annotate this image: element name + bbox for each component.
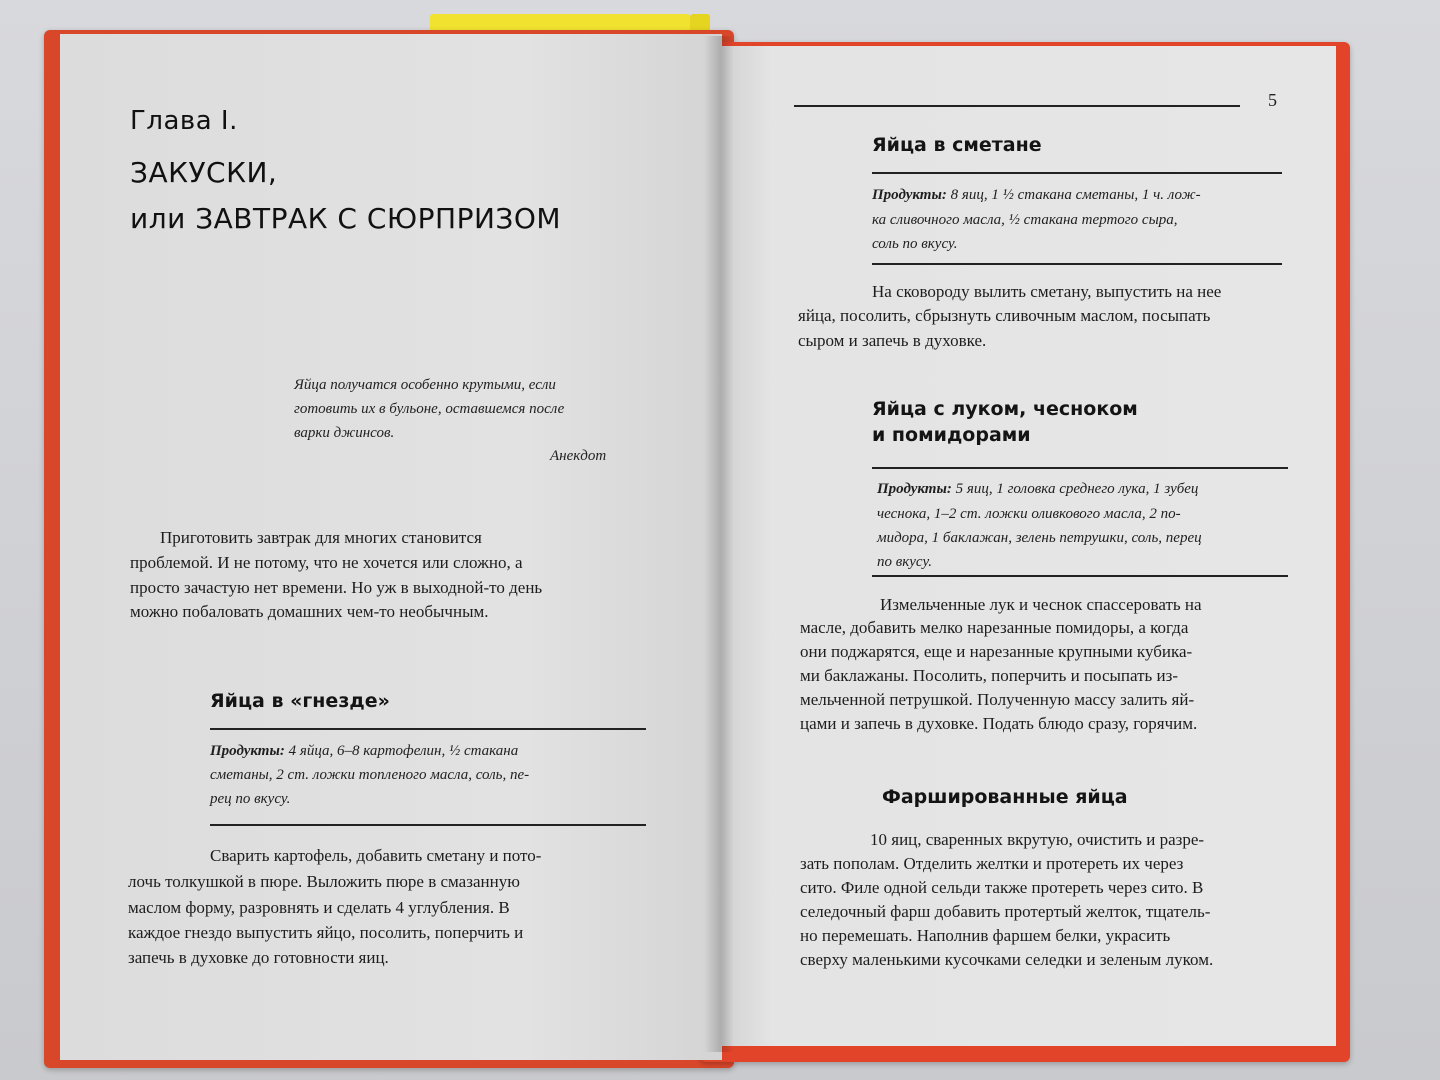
intro-line: проблемой. И не потому, что не хочется или сложно, а [130, 553, 523, 572]
method-line: цами и запечь в духовке. Подать блюдо сразу, горячим. [800, 714, 1198, 733]
header-rule [794, 105, 1240, 107]
method-line: они поджарятся, еще и нарезанные крупными кубика- [800, 642, 1193, 661]
intro-line: просто зачастую нет времени. Но уж в выходной-то день [130, 578, 543, 597]
rule-bottom [210, 824, 646, 826]
method-line: сыром и запечь в духовке. [798, 331, 987, 350]
method-line: На сковороду вылить сметану, выпустить на нее [872, 282, 1222, 301]
rule-top [872, 467, 1288, 469]
recipe-title: Фаршированные яйца [882, 786, 1128, 808]
ingredients-line: рец по вкусу. [210, 791, 291, 807]
method-line: мельченной петрушкой. Полученную массу залить яй- [800, 690, 1195, 709]
ingredients-line: соль по вкусу. [872, 236, 958, 252]
epigraph-line: готовить их в бульоне, оставшемся после [294, 401, 565, 417]
left-page [60, 34, 722, 1060]
method-line: сверху маленькими кусочками селедки и зеленым луком. [800, 950, 1214, 969]
chapter-title-line1: ЗАКУСКИ, [130, 156, 278, 189]
ingredients-line: мидора, 1 баклажан, зелень петрушки, соль, перец [877, 530, 1202, 546]
chapter-title-line2: или ЗАВТРАК С СЮРПРИЗОМ [130, 202, 562, 235]
page-number: 5 [1268, 90, 1277, 110]
method-line: ми баклажаны. Посолить, поперчить и посыпать из- [800, 666, 1179, 685]
rule-top [210, 728, 646, 730]
method-line: Сварить картофель, добавить сметану и пото- [210, 846, 542, 865]
recipe-title: Яйца с луком, чесноком [872, 398, 1138, 420]
recipe-title: Яйца в «гнезде» [210, 690, 390, 712]
ingredients-line: Продукты: 8 яиц, 1 ½ стакана сметаны, 1 ч. лож- [872, 187, 1201, 203]
method-line: селедочный фарш добавить протертый желток, тщатель- [800, 902, 1211, 921]
rule-bottom [872, 263, 1282, 265]
intro-line: можно побаловать домашних чем-то необычным. [130, 602, 489, 621]
book-spine [704, 36, 734, 1052]
recipe-title: Яйца в сметане [872, 134, 1042, 156]
epigraph-source: Анекдот [550, 448, 607, 464]
ingredients-line: сметаны, 2 ст. ложки топленого масла, соль, пе- [210, 767, 530, 783]
rule-top [872, 172, 1282, 174]
method-line: лочь толкушкой в пюре. Выложить пюре в смазанную [128, 872, 520, 891]
method-line: масле, добавить мелко нарезанные помидоры, а когда [800, 618, 1189, 637]
method-line: сито. Филе одной сельди также протереть через сито. В [800, 878, 1204, 897]
method-line: Измельченные лук и чеснок спассеровать на [880, 595, 1202, 614]
method-line: запечь в духовке до готовности яиц. [128, 948, 389, 967]
method-line: 10 яиц, сваренных вкрутую, очистить и разре- [870, 830, 1205, 849]
recipe-title: и помидорами [872, 424, 1031, 446]
method-line: но перемешать. Наполнив фаршем белки, украсить [800, 926, 1171, 945]
method-line: каждое гнездо выпустить яйцо, посолить, поперчить и [128, 923, 524, 942]
intro-line: Приготовить завтрак для многих становится [160, 528, 482, 547]
method-line: яйца, посолить, сбрызнуть сливочным маслом, посыпать [798, 306, 1211, 325]
ingredients-line: ка сливочного масла, ½ стакана тертого сыра, [872, 212, 1178, 228]
right-page [722, 46, 1336, 1046]
epigraph-line: варки джинсов. [294, 425, 395, 441]
ingredients-line: Продукты: 5 яиц, 1 головка среднего лука, 1 зубец [877, 481, 1199, 497]
method-line: маслом форму, разровнять и сделать 4 углубления. В [128, 898, 510, 917]
rule-bottom [872, 575, 1288, 577]
ingredients-line: по вкусу. [877, 554, 932, 570]
ingredients-line: чеснока, 1–2 ст. ложки оливкового масла, 2 по- [877, 506, 1181, 522]
chapter-number: Глава I. [130, 106, 238, 136]
epigraph-line: Яйца получатся особенно крутыми, если [294, 377, 556, 393]
method-line: зать пополам. Отделить желтки и протереть их через [800, 854, 1184, 873]
ingredients-line: Продукты: 4 яйца, 6–8 картофелин, ½ стакана [210, 743, 519, 759]
